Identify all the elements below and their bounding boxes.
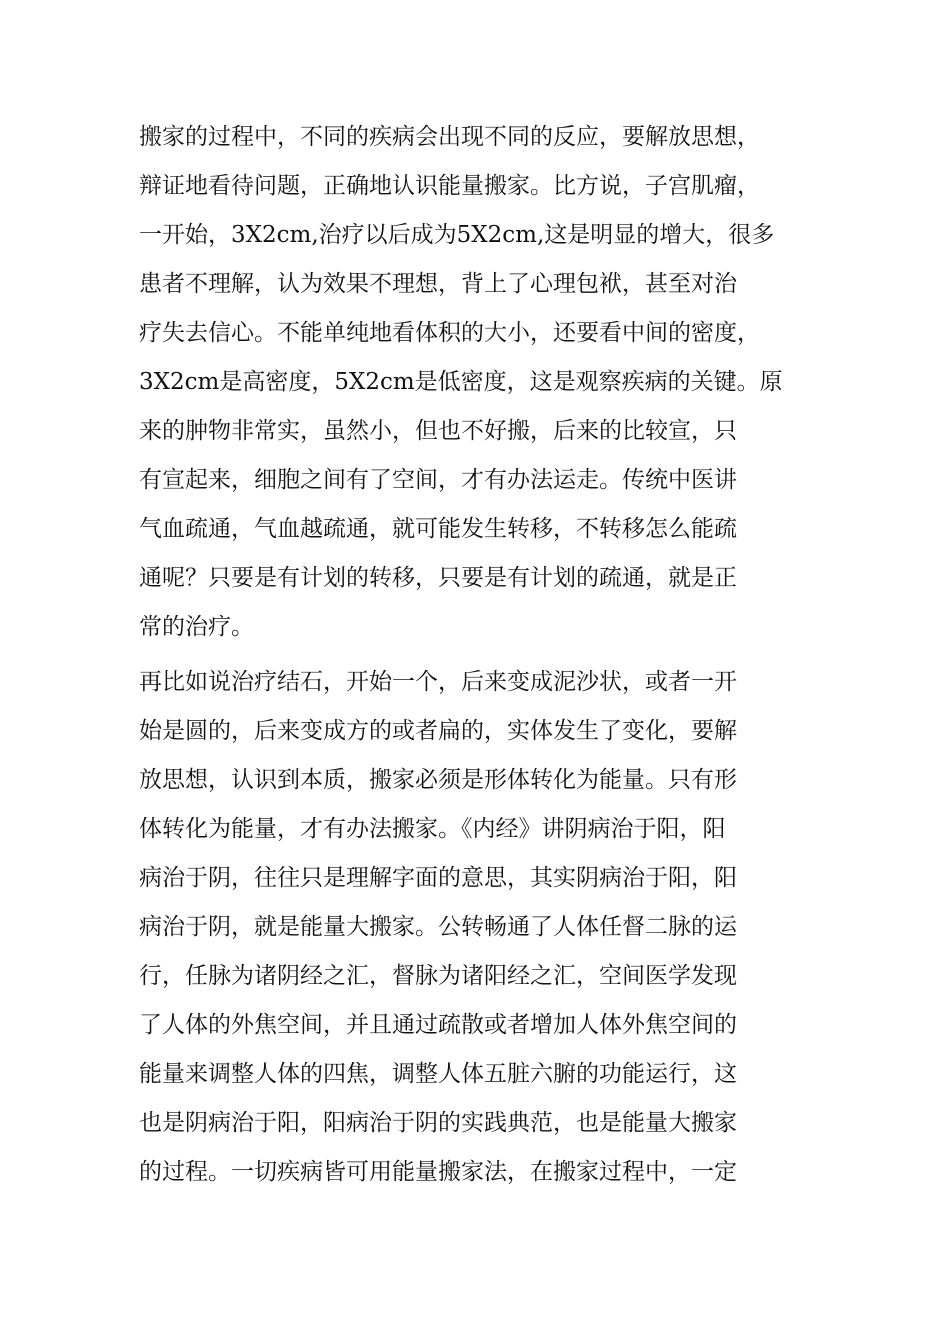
- text-line: 放思想，认识到本质，搬家必须是形体转化为能量。只有形: [139, 767, 737, 793]
- text-line: 一开始，3X2cm,治疗以后成为5X2cm,这是明显的增大，很多: [139, 222, 775, 248]
- text-line: 能量来调整人体的四焦，调整人体五脏六腑的功能运行，这: [139, 1061, 737, 1087]
- text-line: 体转化为能量，才有办法搬家。《内经》讲阴病治于阳，阳: [139, 816, 726, 842]
- text-line: 始是圆的，后来变成方的或者扁的，实体发生了变化，要解: [139, 718, 737, 744]
- text-line: 疗失去信心。不能单纯地看体积的大小，还要看中间的密度，: [139, 320, 760, 346]
- text-line: 搬家的过程中，不同的疾病会出现不同的反应，要解放思想，: [139, 124, 760, 150]
- text-line: 也是阴病治于阳，阳病治于阴的实践典范，也是能量大搬家: [139, 1110, 737, 1136]
- text-line: 常的治疗。: [139, 614, 254, 640]
- text-line: 3X2cm是高密度，5X2cm是低密度，这是观察疾病的关键。原: [139, 369, 783, 395]
- text-line: 有宣起来，细胞之间有了空间，才有办法运走。传统中医讲: [139, 467, 737, 493]
- text-line: 行，任脉为诸阴经之汇，督脉为诸阳经之汇，空间医学发现: [139, 963, 737, 989]
- text-line: 患者不理解，认为效果不理想，背上了心理包袱，甚至对治: [139, 271, 737, 297]
- text-line: 通呢？只要是有计划的转移，只要是有计划的疏通，就是正: [139, 565, 737, 591]
- text-line: 病治于阴，往往只是理解字面的意思，其实阴病治于阳，阳: [139, 865, 737, 891]
- text-line: 再比如说治疗结石，开始一个，后来变成泥沙状，或者一开: [139, 669, 737, 695]
- text-line: 气血疏通，气血越疏通，就可能发生转移，不转移怎么能疏: [139, 516, 737, 542]
- text-line: 的过程。一切疾病皆可用能量搬家法，在搬家过程中，一定: [139, 1159, 737, 1185]
- text-line: 来的肿物非常实，虽然小，但也不好搬，后来的比较宣，只: [139, 418, 737, 444]
- text-line: 辩证地看待问题，正确地认识能量搬家。比方说，子宫肌瘤，: [139, 173, 760, 199]
- text-line: 病治于阴，就是能量大搬家。公转畅通了人体任督二脉的运: [139, 914, 737, 940]
- text-line: 了人体的外焦空间，并且通过疏散或者增加人体外焦空间的: [139, 1012, 737, 1038]
